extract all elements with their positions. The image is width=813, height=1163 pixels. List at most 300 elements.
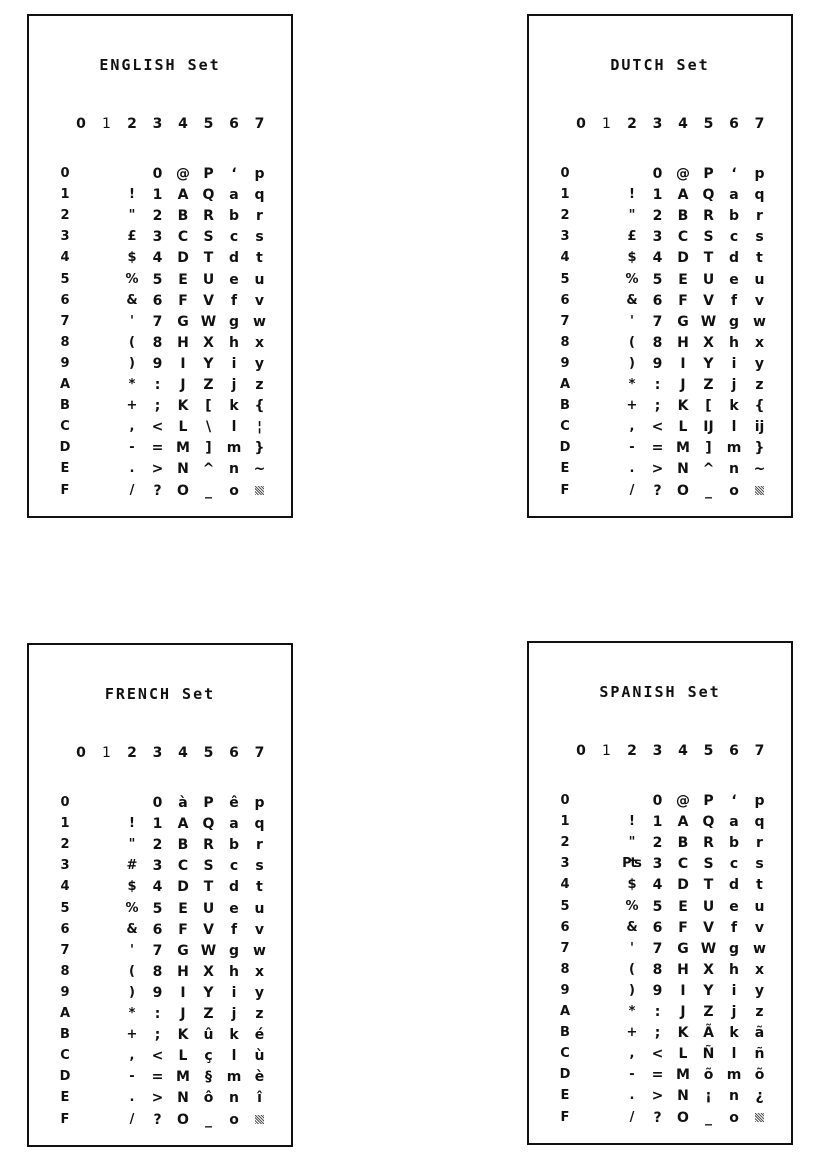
shade-block-icon	[750, 1108, 770, 1128]
char-cell: ^	[702, 461, 715, 478]
char-cell: 7	[652, 940, 663, 957]
char-cell: !	[129, 187, 135, 203]
column-header: 7	[254, 745, 265, 761]
char-cell: +	[126, 1027, 138, 1043]
char-cell: b	[728, 208, 740, 225]
char-cell: y	[754, 355, 765, 372]
char-cell: Y	[203, 355, 214, 372]
row-label: F	[60, 482, 70, 498]
char-cell: *	[128, 1006, 136, 1021]
char-cell: F	[178, 921, 188, 938]
char-cell: G	[677, 313, 689, 330]
row-label: B	[560, 1025, 570, 1041]
char-cell: m	[726, 440, 742, 457]
char-cell: .	[629, 461, 635, 477]
row-label: 6	[60, 921, 70, 937]
char-cell: W	[700, 313, 717, 330]
char-cell: S	[703, 856, 714, 873]
char-cell: N	[177, 461, 189, 478]
char-cell: g	[728, 313, 740, 330]
char-cell: %	[625, 271, 639, 287]
char-cell: 2	[152, 208, 163, 225]
row-label: C	[560, 1046, 570, 1062]
char-cell: b	[728, 835, 740, 852]
char-cell: ]	[205, 440, 212, 457]
char-cell: )	[629, 355, 635, 371]
column-header: 4	[678, 116, 688, 132]
char-cell: Ñ	[702, 1046, 715, 1063]
char-cell: [	[705, 398, 712, 415]
row-label: 1	[560, 814, 570, 830]
char-cell: §	[205, 1069, 212, 1086]
char-cell: e	[229, 271, 239, 288]
char-cell: ?	[653, 1109, 662, 1126]
char-cell: T	[203, 250, 214, 267]
char-cell: L	[178, 1048, 188, 1065]
char-cell: ‘	[731, 166, 737, 182]
shade-glyph	[755, 486, 764, 495]
char-cell: &	[126, 292, 138, 308]
char-cell: 9	[652, 355, 663, 372]
char-cell: k	[729, 1025, 739, 1042]
char-cell: û	[203, 1027, 214, 1044]
row-label: 2	[560, 835, 570, 851]
shade-block-icon	[250, 1110, 270, 1130]
shade-block-icon	[750, 481, 770, 501]
char-cell: v	[754, 292, 765, 309]
char-cell: x	[754, 961, 765, 978]
char-cell: ?	[653, 482, 662, 499]
char-cell: v	[754, 919, 765, 936]
char-cell: I	[180, 984, 186, 1001]
char-cell: m	[226, 1069, 242, 1086]
char-cell: Q	[202, 816, 215, 833]
char-cell: q	[254, 816, 265, 833]
char-cell: n	[229, 1090, 239, 1107]
char-cell: G	[177, 313, 189, 330]
char-cell: e	[729, 271, 739, 288]
char-cell: 1	[652, 814, 663, 831]
char-cell: 8	[152, 963, 163, 980]
char-cell: T	[203, 879, 214, 896]
char-cell: s	[755, 229, 764, 246]
char-cell: :	[654, 1004, 661, 1020]
row-label: 9	[60, 984, 70, 1000]
row-label: 5	[560, 271, 570, 287]
char-cell: <	[651, 419, 664, 436]
char-cell: O	[677, 482, 689, 499]
char-cell: Y	[203, 984, 214, 1001]
column-header: 4	[178, 745, 188, 761]
char-cell: î	[257, 1090, 262, 1107]
char-cell: .	[129, 461, 135, 477]
char-cell: Y	[703, 982, 714, 999]
char-cell: 7	[152, 313, 163, 330]
char-cell: a	[229, 816, 239, 833]
char-cell: X	[703, 961, 714, 978]
char-cell: B	[177, 837, 189, 854]
char-cell: e	[729, 898, 739, 915]
char-cell: "	[128, 208, 136, 224]
char-cell: 2	[652, 208, 663, 225]
shade-block-icon	[250, 481, 270, 501]
char-cell: M	[676, 1067, 690, 1084]
char-cell: V	[703, 919, 714, 936]
char-cell: n	[729, 1088, 739, 1105]
char-cell: 0	[152, 795, 163, 811]
column-header: 1	[602, 743, 611, 759]
row-label: 2	[60, 208, 70, 224]
char-cell: E	[178, 900, 188, 917]
char-cell: ?	[153, 1111, 162, 1128]
char-cell: g	[228, 313, 240, 330]
char-cell: J	[180, 377, 186, 393]
char-cell: =	[651, 1067, 664, 1084]
row-label: D	[559, 1067, 571, 1083]
row-label: 0	[560, 793, 570, 808]
char-cell: %	[125, 271, 139, 287]
char-cell: :	[654, 377, 661, 393]
char-cell: é	[254, 1027, 265, 1044]
char-cell: w	[753, 313, 766, 330]
column-header: 7	[754, 743, 765, 759]
row-label: 3	[560, 229, 570, 245]
column-header: 6	[229, 745, 239, 761]
char-cell: 0	[652, 793, 663, 809]
char-cell: 3	[652, 229, 663, 246]
char-cell: $	[127, 250, 137, 266]
char-cell: =	[651, 440, 664, 457]
char-cell: x	[254, 963, 265, 980]
char-cell: *	[628, 377, 636, 392]
char-cell: F	[678, 292, 688, 309]
char-cell: z	[755, 377, 764, 393]
char-cell: f	[230, 921, 238, 938]
char-cell: L	[678, 419, 688, 436]
row-label: 7	[560, 940, 570, 956]
char-cell: ‘	[231, 166, 237, 182]
char-cell: J	[680, 377, 686, 393]
char-cell: -	[629, 1067, 635, 1083]
char-cell: Z	[703, 1004, 714, 1020]
char-cell: i	[231, 355, 237, 372]
char-cell: 1	[152, 187, 163, 204]
char-cell: E	[178, 271, 188, 288]
row-label: F	[560, 1109, 570, 1125]
panel-title: SPANISH Set	[599, 683, 721, 701]
char-cell: o	[729, 1109, 739, 1126]
char-cell: 2	[152, 837, 163, 854]
char-cell: h	[229, 963, 239, 980]
column-header: 0	[76, 116, 86, 132]
char-cell: (	[129, 963, 135, 979]
row-label: 7	[60, 313, 70, 329]
charset-panel-dutch	[527, 14, 793, 518]
char-cell: ;	[154, 398, 161, 415]
row-label: B	[60, 1027, 70, 1043]
column-header: 5	[203, 745, 214, 761]
char-cell: v	[254, 921, 265, 938]
char-cell: }	[754, 440, 765, 457]
char-cell: p	[254, 795, 265, 811]
row-label: 8	[60, 334, 70, 350]
char-cell: (	[629, 961, 635, 977]
char-cell: B	[677, 835, 689, 852]
char-cell: k	[229, 1027, 239, 1044]
column-header: 3	[652, 743, 663, 759]
char-cell: Q	[202, 187, 215, 204]
char-cell: w	[253, 942, 266, 959]
char-cell: E	[678, 271, 688, 288]
char-cell: V	[203, 921, 214, 938]
char-cell: M	[176, 440, 190, 457]
char-cell: ñ	[754, 1046, 765, 1063]
char-cell: M	[676, 440, 690, 457]
charset-panel-english	[27, 14, 293, 518]
char-cell: c	[729, 229, 739, 246]
char-cell: ~	[253, 461, 266, 478]
row-label: 3	[60, 229, 70, 245]
row-label: 1	[60, 187, 70, 203]
row-label: 7	[60, 942, 70, 958]
char-cell: T	[703, 877, 714, 894]
column-header: 7	[754, 116, 765, 132]
char-cell: t	[256, 879, 263, 896]
row-label: 6	[560, 919, 570, 935]
char-cell: -	[129, 1069, 135, 1085]
char-cell: V	[703, 292, 714, 309]
char-cell: '	[630, 940, 634, 956]
char-cell: 6	[152, 292, 163, 309]
char-cell: Ã	[703, 1025, 714, 1042]
char-cell: G	[677, 940, 689, 957]
panel-title: ENGLISH Set	[99, 56, 221, 74]
char-cell: )	[129, 355, 135, 371]
char-cell: E	[678, 898, 688, 915]
char-cell: y	[254, 984, 265, 1001]
char-cell: ;	[654, 1025, 661, 1042]
char-cell: f	[730, 292, 738, 309]
char-cell: è	[254, 1069, 265, 1086]
char-cell: m	[226, 440, 242, 457]
char-cell: $	[627, 877, 637, 893]
char-cell: d	[228, 879, 240, 896]
char-cell: >	[651, 461, 664, 478]
char-cell: (	[129, 334, 135, 350]
row-label: 6	[560, 292, 570, 308]
column-header: 5	[203, 116, 214, 132]
row-label: 9	[560, 982, 570, 998]
char-cell: *	[128, 377, 136, 392]
char-cell: £	[627, 229, 637, 245]
char-cell: ~	[753, 461, 766, 478]
char-cell: S	[703, 229, 714, 246]
char-cell: K	[677, 398, 689, 415]
char-cell: r	[756, 835, 763, 852]
char-cell: g	[228, 942, 240, 959]
char-cell: h	[729, 334, 739, 351]
char-cell: D	[177, 250, 189, 267]
char-cell: I	[680, 982, 686, 999]
row-label: 5	[60, 900, 70, 916]
row-label: 3	[560, 856, 570, 872]
char-cell: 6	[152, 921, 163, 938]
char-cell: d	[228, 250, 240, 267]
char-cell: .	[629, 1088, 635, 1104]
char-cell: 6	[652, 292, 663, 309]
char-cell: 7	[652, 313, 663, 330]
char-cell: !	[629, 187, 635, 203]
char-cell: 1	[652, 187, 663, 204]
char-cell: ù	[254, 1048, 265, 1065]
char-cell: !	[629, 814, 635, 830]
char-cell: H	[677, 334, 689, 351]
char-cell: :	[154, 1006, 161, 1022]
row-label: F	[560, 482, 570, 498]
char-cell: ,	[629, 419, 635, 435]
char-cell: r	[756, 208, 763, 225]
char-cell: ¿	[755, 1088, 764, 1105]
char-cell: Z	[703, 377, 714, 393]
char-cell: 9	[652, 982, 663, 999]
column-header: 4	[178, 116, 188, 132]
char-cell: w	[253, 313, 266, 330]
char-cell: ç	[204, 1048, 213, 1065]
char-cell: 8	[152, 334, 163, 351]
charset-panel-french	[27, 643, 293, 1147]
char-cell: o	[229, 1111, 239, 1128]
char-cell: l	[231, 1048, 237, 1065]
char-cell: *	[628, 1004, 636, 1019]
char-cell: S	[203, 858, 214, 875]
char-cell: O	[177, 482, 189, 499]
char-cell: L	[178, 419, 188, 436]
char-cell: K	[677, 1025, 689, 1042]
charset-panel-spanish	[527, 641, 793, 1145]
char-cell: :	[154, 377, 161, 393]
char-cell: k	[729, 398, 739, 415]
char-cell: i	[231, 984, 237, 1001]
char-cell: v	[254, 292, 265, 309]
char-cell: 5	[152, 900, 163, 917]
char-cell: -	[629, 440, 635, 456]
row-label: D	[59, 440, 71, 456]
char-cell: /	[129, 482, 135, 498]
column-header: 1	[102, 745, 111, 761]
char-cell: G	[177, 942, 189, 959]
char-cell: 3	[652, 856, 663, 873]
char-cell: s	[255, 858, 264, 875]
char-cell: W	[700, 940, 717, 957]
char-cell: ¡	[705, 1088, 712, 1105]
char-cell: {	[254, 398, 265, 415]
char-cell: O	[677, 1109, 689, 1126]
char-cell: D	[177, 879, 189, 896]
char-cell: s	[255, 229, 264, 246]
column-header: 4	[678, 743, 688, 759]
char-cell: j	[231, 377, 237, 393]
char-cell: !	[129, 816, 135, 832]
row-label: C	[60, 419, 70, 435]
char-cell: 9	[152, 984, 163, 1001]
char-cell: y	[754, 982, 765, 999]
char-cell: D	[677, 250, 689, 267]
row-label: A	[59, 377, 71, 392]
row-label: 4	[60, 250, 70, 266]
row-label: 8	[60, 963, 70, 979]
char-cell: U	[202, 271, 215, 288]
char-cell: @	[676, 166, 690, 182]
char-cell: N	[677, 461, 689, 478]
char-cell: q	[254, 187, 265, 204]
char-cell: H	[677, 961, 689, 978]
column-header: 2	[127, 745, 137, 761]
char-cell: l	[731, 1046, 737, 1063]
char-cell: t	[756, 250, 763, 267]
row-label: 4	[560, 250, 570, 266]
char-cell: K	[177, 1027, 189, 1044]
char-cell: &	[626, 292, 638, 308]
column-header: 3	[152, 116, 163, 132]
column-header: 6	[729, 743, 739, 759]
column-header: 2	[127, 116, 137, 132]
panel-title: FRENCH Set	[104, 685, 216, 703]
char-cell: R	[203, 208, 214, 225]
char-cell: e	[229, 900, 239, 917]
row-label: 2	[60, 837, 70, 853]
char-cell: C	[677, 229, 689, 246]
column-header: 2	[627, 116, 637, 132]
char-cell: @	[676, 793, 690, 809]
column-header: 3	[652, 116, 663, 132]
char-cell: W	[200, 942, 217, 959]
char-cell: '	[630, 313, 634, 329]
char-cell: I	[180, 355, 186, 372]
char-cell: \	[205, 419, 212, 436]
char-cell: N	[677, 1088, 689, 1105]
char-cell: ij	[754, 419, 765, 436]
char-cell: 6	[652, 919, 663, 936]
char-cell: I	[680, 355, 686, 372]
char-cell: u	[254, 271, 265, 288]
char-cell: z	[255, 377, 264, 393]
char-cell: 5	[652, 271, 663, 288]
char-cell: P	[703, 793, 714, 809]
char-cell: t	[756, 877, 763, 894]
row-label: 0	[60, 795, 70, 810]
char-cell: 5	[152, 271, 163, 288]
column-header: 3	[152, 745, 163, 761]
char-cell: V	[203, 292, 214, 309]
char-cell: q	[754, 814, 765, 831]
char-cell: &	[626, 919, 638, 935]
char-cell: P	[203, 795, 214, 811]
panel-title: DUTCH Set	[610, 56, 710, 74]
char-cell: >	[651, 1088, 664, 1105]
char-cell: <	[151, 419, 164, 436]
char-cell: =	[151, 440, 164, 457]
char-cell: _	[205, 482, 212, 499]
char-cell: s	[755, 856, 764, 873]
char-cell: 4	[652, 877, 663, 894]
column-header: 6	[729, 116, 739, 132]
char-cell: g	[728, 940, 740, 957]
char-cell: i	[731, 355, 737, 372]
char-cell: C	[177, 229, 189, 246]
column-header: 6	[229, 116, 239, 132]
char-cell: +	[626, 1025, 638, 1041]
char-cell: a	[229, 187, 239, 204]
